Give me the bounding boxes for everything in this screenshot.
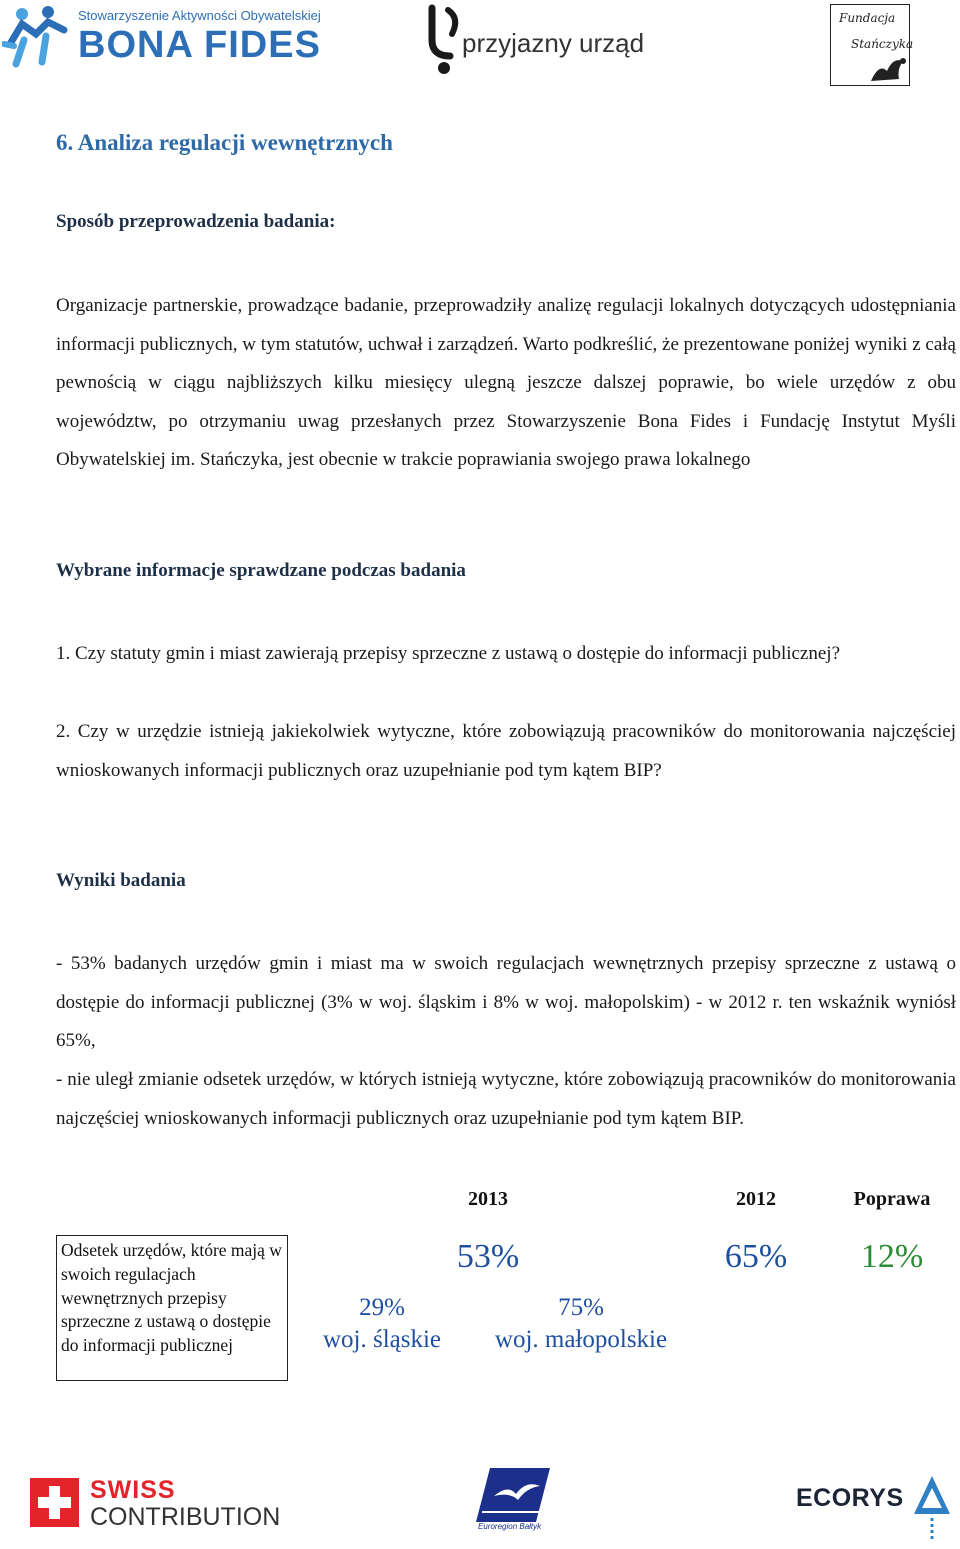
method-paragraph: Organizacje partnerskie, prowadzące badanie, przeprowadziły analizę regulacji lokalnych dotyczących udostępniania informacji publicznych, w tym statutów, uchwał i zarządzeń. Warto podkreślić, że prezentowane poniżej wyniki z całą pewnością w ciągu najbliższych kilku miesięcy ulegną jeszcze dalszej poprawie, bo wiele urzędów z obu województw, po otrzymaniu uwag przesłanych przez Stowarzyszenie Bona Fides i Fundację Instytut Myśli Obywatelskiej im. Stańczyka, jest obecnie w trakcie poprawiania swojego prawa lokalnego [56,295,956,471]
przyjazny-urzad-logo [428,4,645,76]
result-1: - 53% badanych urzędów gmin i miast ma w swoich regulacjach wewnętrznych przepisy sprzeczne z ustawą o dostępie do informacji publicznej (3% w woj. śląskim i 8% w woj. małopolskim) - w 2012 r. ten wskaźnik wyniósł 65%, [56,953,956,1052]
bona-fides-name: BONA FIDES [78,24,321,66]
swiss-line1: SWISS [90,1476,176,1504]
method-heading: Sposób przeprowadzenia badania: [56,211,336,232]
bona-fides-logo [2,4,321,70]
region-silesia [306,1292,458,1356]
euroregion-caption: Euroregion Bałtyk [478,1522,542,1531]
value-improvement: 12% [860,1238,924,1275]
fundacja-line1: Fundacja [839,11,896,25]
swiss-contribution-logo [30,1476,281,1531]
przyjazny-urzad-name: przyjazny urząd [462,28,645,58]
region-lesser-poland-name: woj. małopolskie [494,1326,668,1353]
question-1: 1. Czy statuty gmin i miast zawierają przepisy sprzeczne z ustawą o dostępie do informacji publicznej? [56,643,841,664]
people-figures-icon [2,4,76,70]
info-heading: Wybrane informacje sprawdzane podczas badania [56,560,466,581]
region-silesia-value: 29% [359,1294,405,1321]
seagull-shield-icon [472,1466,554,1524]
przyjazny-urzad-mark-icon [428,4,464,76]
question-2: 2. Czy w urzędzie istnieją jakiekolwiek wytyczne, które zobowiązują pracowników do monitorowania najczęściej wnioskowanych informacji publicznych oraz uzupełnianie pod tym kątem BIP? [56,721,956,781]
euroregion-baltyk-logo [472,1466,554,1536]
value-2012: 65% [724,1238,788,1275]
bona-fides-subtitle: Stowarzyszenie Aktywności Obywatelskiej [78,8,321,23]
ecorys-triangle-icon [912,1474,952,1544]
indicator-description: Odsetek urzędów, które mają w swoich regulacjach wewnętrznych przepisy sprzeczne z ustawą o dostępie do informacji publicznej [56,1235,288,1381]
fundacja-stanczyka-logo [830,4,914,86]
region-lesser-poland-value: 75% [558,1294,604,1321]
value-2013: 53% [456,1238,520,1275]
section-title: 6. Analiza regulacji wewnętrznych [56,130,393,155]
result-2: - nie uległ zmianie odsetek urzędów, w których istnieją wytyczne, które zobowiązują pracowników do monitorowania najczęściej wnioskowanych informacji publicznych oraz uzupełnianie pod tym kątem BIP. [56,1069,956,1129]
jester-icon [869,53,907,83]
header-2012: 2012 [736,1188,776,1210]
fundacja-line2: Stańczyka [851,37,914,51]
results-heading: Wyniki badania [56,870,186,891]
ecorys-logo [794,1474,954,1544]
swiss-flag-icon [30,1478,79,1527]
region-lesser-poland [480,1292,682,1356]
region-silesia-name: woj. śląskie [322,1326,442,1353]
header-improvement: Poprawa [853,1188,931,1210]
header-2013: 2013 [468,1188,508,1210]
swiss-line2: CONTRIBUTION [90,1503,281,1531]
ecorys-name: ECORYS [796,1484,904,1512]
